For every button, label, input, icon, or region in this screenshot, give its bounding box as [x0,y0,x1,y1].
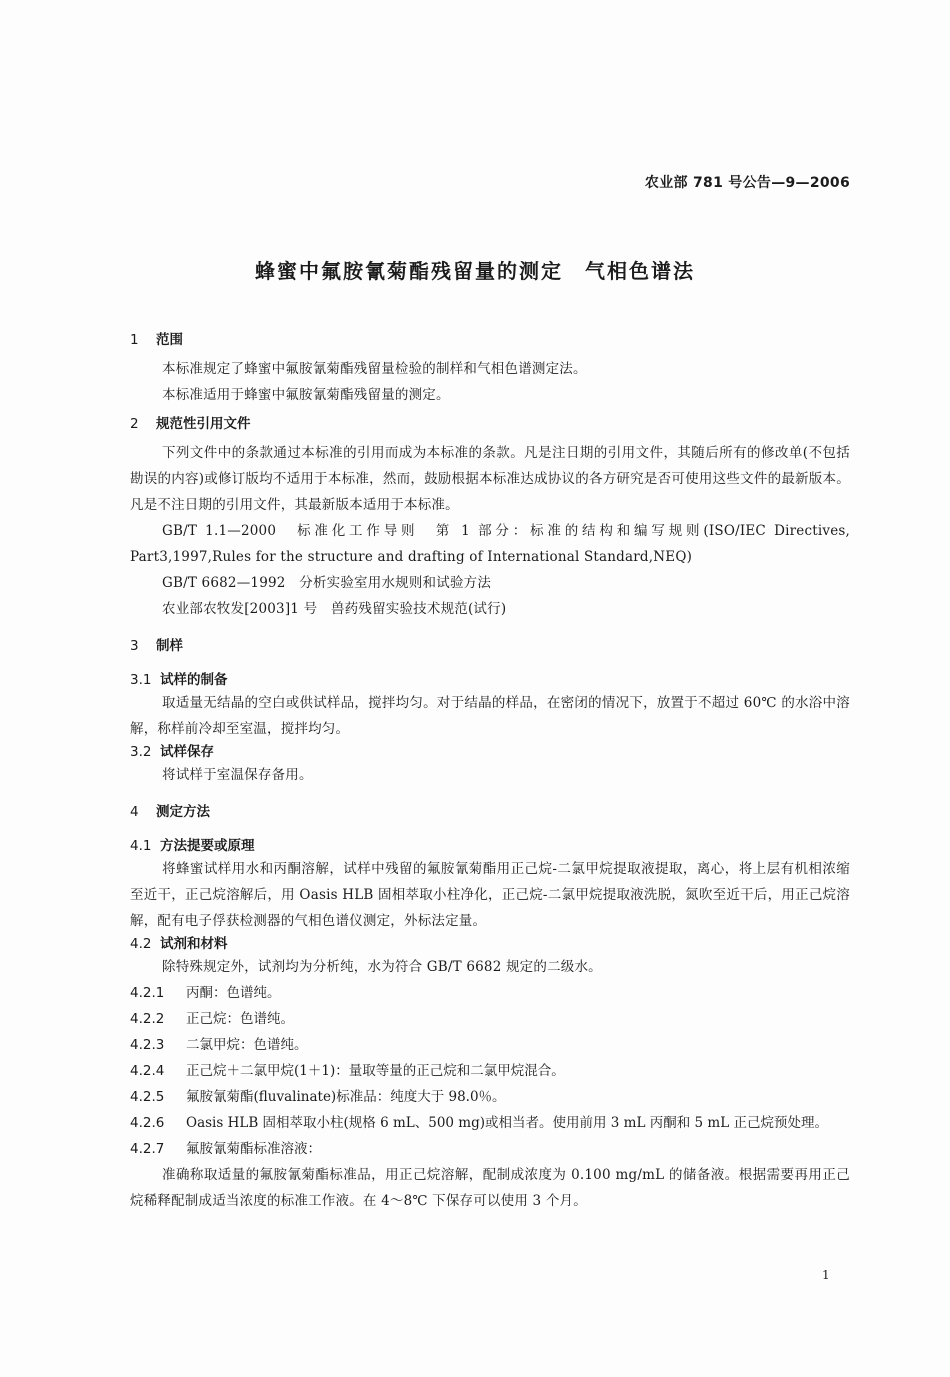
item-number: 4.2.7 [130,1141,165,1157]
document-title: 蜂蜜中氟胺氰菊酯残留量的测定 气相色谱法 [255,259,695,283]
item-number: 4.2.2 [130,1011,165,1027]
subsection-number: 4.1 [130,838,152,854]
paragraph: 本标准适用于蜂蜜中氟胺氰菊酯残留量的测定。 [162,387,450,403]
paragraph: 准确称取适量的氟胺氰菊酯标准品，用正己烷溶解，配制成浓度为 0.100 mg/mL 的储备液。根据需要再用正己烷稀释配制成适当浓度的标准工作液。在 4～8℃ 下保存可以使用 3 个月。 [130,1167,850,1209]
item-text: 二氯甲烷：色谱纯。 [186,1037,308,1053]
section-2-heading [130,414,850,434]
section-3-heading [130,636,850,656]
paragraph: 除特殊规定外，试剂均为分析纯，水为符合 GB/T 6682 规定的二级水。 [162,959,602,975]
item-text: 丙酮：色谱纯。 [186,985,281,1001]
subsection-number: 3.1 [130,672,152,688]
subsection-number: 4.2 [130,936,152,952]
reference-item: GB/T 1.1—2000 标准化工作导则 第 1 部分：标准的结构和编写规则(ISO/IEC Directives, Part3,1997,Rules for the structure and drafting of International Standard,NEQ) [130,523,850,565]
subsection-title: 试样保存 [160,744,214,760]
paragraph: 本标准规定了蜂蜜中氟胺氰菊酯残留量检验的制样和气相色谱测定法。 [162,361,587,377]
item-number: 4.2.6 [130,1115,165,1131]
section-number: 2 [130,416,139,432]
subsection-title: 试剂和材料 [160,936,228,952]
item-text: Oasis HLB 固相萃取小柱(规格 6 mL、500 mg)或相当者。使用前用 3 mL 丙酮和 5 mL 正己烷预处理。 [186,1115,828,1131]
section-title: 制样 [156,638,183,654]
item-number: 4.2.1 [130,985,165,1001]
subsection-4-2-heading [130,934,850,954]
section-number: 3 [130,638,139,654]
page-number: 1 [822,1268,830,1282]
subsection-number: 3.2 [130,744,152,760]
section-title: 规范性引用文件 [156,416,251,432]
standard-number: 农业部 781 号公告—9—2006 [644,175,850,191]
item-number: 4.2.5 [130,1089,165,1105]
paragraph: 将蜂蜜试样用水和丙酮溶解，试样中残留的氟胺氰菊酯用正己烷-二氯甲烷提取液提取，离心，将上层有机相浓缩至近干，正己烷溶解后，用 Oasis HLB 固相萃取小柱净化，正己烷-二氯甲烷提取液洗脱，氮吹至近干后，用正己烷溶解，配有电子俘获检测器的气相色谱仪测定，外标法定量。 [130,861,850,929]
item-text: 氟胺氰菊酯标准溶液： [186,1141,321,1157]
item-number: 4.2.3 [130,1037,165,1053]
section-number: 4 [130,804,139,820]
item-text: 氟胺氰菊酯(fluvalinate)标准品：纯度大于 98.0％。 [186,1089,506,1105]
item-number: 4.2.4 [130,1063,165,1079]
section-number: 1 [130,332,139,348]
list-item [130,1006,850,1032]
subsection-title: 方法提要或原理 [160,838,255,854]
subsection-3-2-heading [130,742,850,762]
section-title: 范围 [156,332,183,348]
subsection-3-1-heading [130,670,850,690]
reference-item: 农业部农牧发[2003]1 号 兽药残留实验技术规范(试行) [162,601,507,617]
list-item [130,1058,850,1084]
item-text: 正己烷＋二氯甲烷(1＋1)：量取等量的正己烷和二氯甲烷混合。 [186,1063,565,1079]
item-text: 正己烷：色谱纯。 [186,1011,294,1027]
paragraph: 下列文件中的条款通过本标准的引用而成为本标准的条款。凡是注日期的引用文件，其随后所有的修改单(不包括勘误的内容)或修订版均不适用于本标准，然而，鼓励根据本标准达成协议的各方研究是否可使用这些文件的最新版本。凡是不注日期的引用文件，其最新版本适用于本标准。 [130,445,850,513]
document-body [130,330,850,1214]
paragraph: 将试样于室温保存备用。 [162,767,313,783]
section-title: 测定方法 [156,804,210,820]
subsection-title: 试样的制备 [160,672,228,688]
subsection-4-1-heading [130,836,850,856]
section-1-heading [130,330,850,350]
list-item [130,1110,850,1136]
list-item [130,1136,850,1162]
paragraph: 取适量无结晶的空白或供试样品，搅拌均匀。对于结晶的样品，在密闭的情况下，放置于不超过 60℃ 的水浴中溶解，称样前冷却至室温，搅拌均匀。 [130,695,850,737]
list-item [130,1032,850,1058]
reference-item: GB/T 6682—1992 分析实验室用水规则和试验方法 [162,575,492,591]
list-item [130,1084,850,1110]
section-4-heading [130,802,850,822]
list-item [130,980,850,1006]
